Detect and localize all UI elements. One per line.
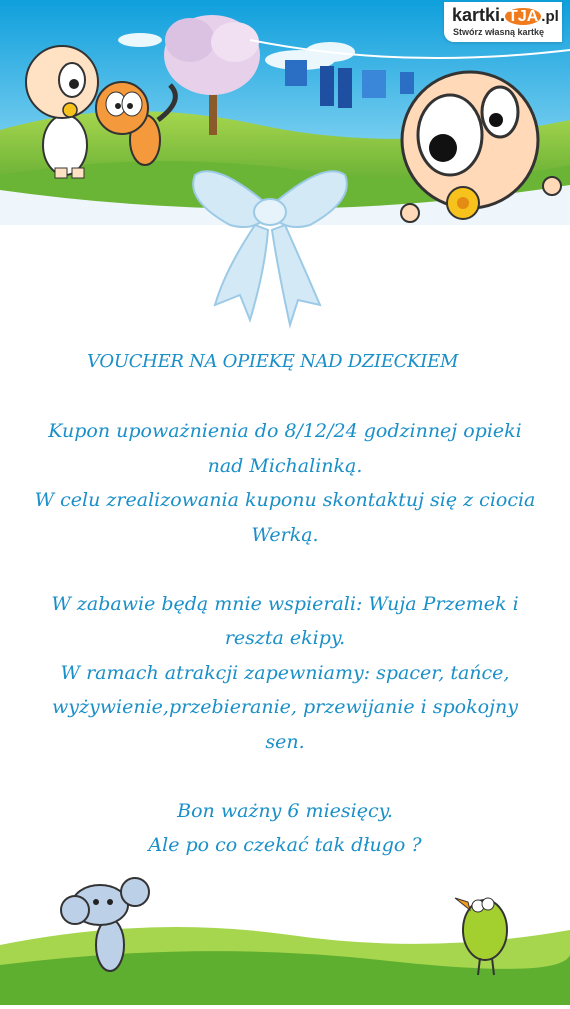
text-line: wyżywienie,przebieranie, przewijanie i spokojny xyxy=(52,696,518,718)
logo-main-text: kartki. xyxy=(452,5,506,25)
logo-tagline: Stwórz własną kartkę xyxy=(453,27,545,37)
brand-logo[interactable] xyxy=(444,2,562,42)
text-line: sen. xyxy=(265,730,305,753)
text-line: nad Michalinką. xyxy=(207,454,363,477)
text-line: Ale po co czekać tak długo ? xyxy=(148,834,422,856)
text-line: W ramach atrakcji zapewniamy: spacer, tańce, xyxy=(60,661,510,684)
text-line: W zabawie będą mnie wspierali: Wuja Przemek i xyxy=(51,592,519,615)
text-line: reszta ekipy. xyxy=(224,627,346,649)
logo-wordmark xyxy=(452,5,559,26)
logo-accent-text: TJA xyxy=(505,8,541,25)
text-line: Bon ważny 6 miesięcy. xyxy=(177,799,393,822)
text-line: Kupon upoważnienia do 8/12/24 godzinnej opieki xyxy=(48,420,522,442)
voucher-text xyxy=(20,345,550,863)
logo-tld-text: .pl xyxy=(541,8,559,25)
voucher-title: VOUCHER NA OPIEKĘ NAD DZIECKIEM xyxy=(87,351,459,372)
text-line: Werką. xyxy=(251,523,319,546)
text-line: W celu zrealizowania kuponu skontaktuj się z ciocia xyxy=(34,489,536,511)
